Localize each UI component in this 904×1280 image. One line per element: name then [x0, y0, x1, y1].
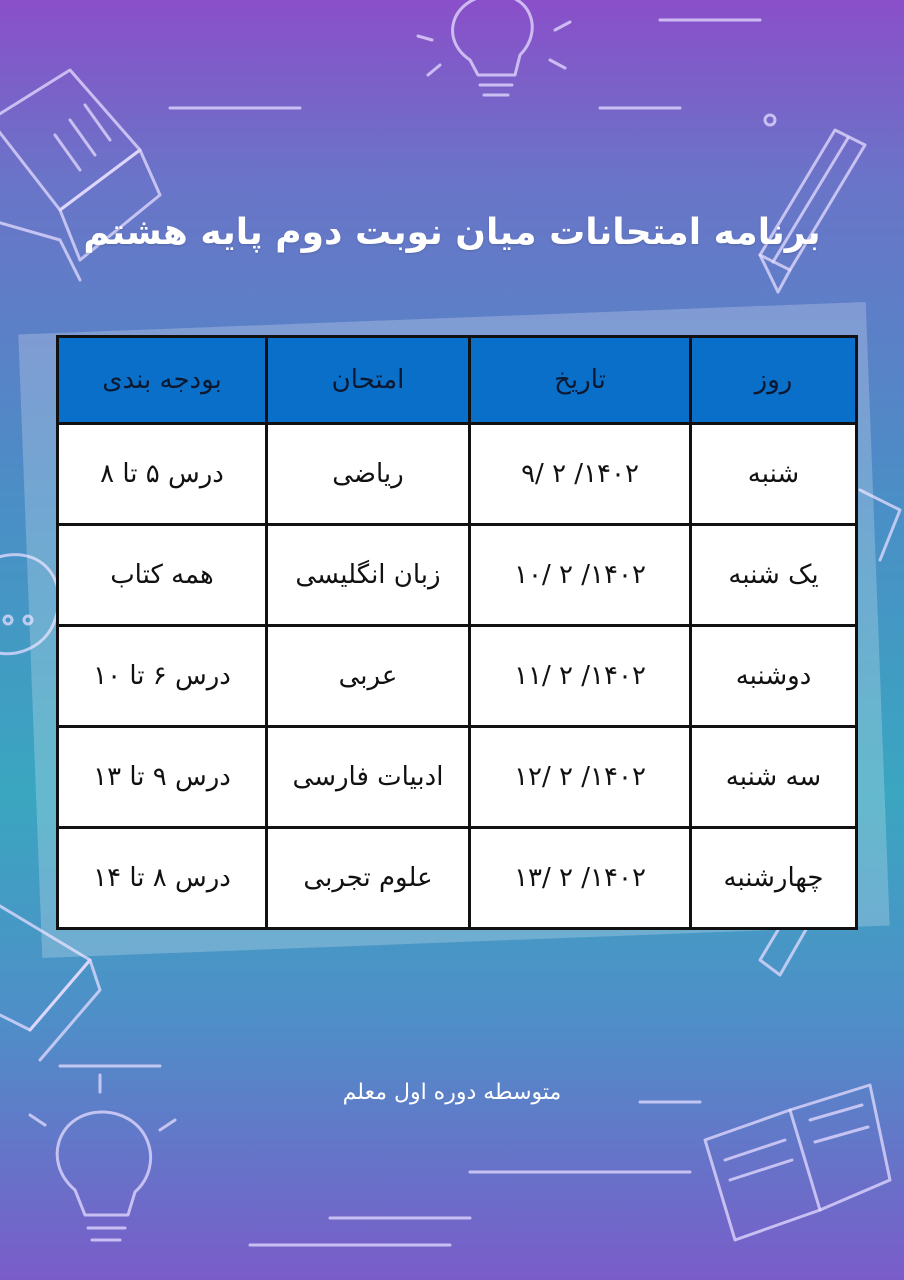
table-row [58, 424, 857, 525]
table-row [58, 727, 857, 828]
cell-exam: علوم تجربی [267, 828, 470, 929]
cell-exam: ریاضی [267, 424, 470, 525]
cell-day: شنبه [691, 424, 857, 525]
cell-budget: درس ۶ تا ۱۰ [58, 626, 267, 727]
cell-exam: زبان انگلیسی [267, 525, 470, 626]
page-title: برنامه امتحانات میان نوبت دوم پایه هشتم [83, 212, 821, 253]
cell-day: چهارشنبه [691, 828, 857, 929]
cell-budget: درس ۹ تا ۱۳ [58, 727, 267, 828]
header-day: روز [691, 337, 857, 424]
cell-day: سه شنبه [691, 727, 857, 828]
table-row [58, 828, 857, 929]
cell-date: ۱۴۰۲/ ۲ /۱۲ [470, 727, 691, 828]
cell-exam: عربی [267, 626, 470, 727]
table-header-row [58, 337, 857, 424]
cell-budget: درس ۵ تا ۸ [58, 424, 267, 525]
cell-day: یک شنبه [691, 525, 857, 626]
exam-schedule-table [56, 335, 858, 930]
table-row [58, 626, 857, 727]
pencil-icon [760, 130, 865, 292]
lightbulb-icon [418, 0, 570, 95]
cell-budget: همه کتاب [58, 525, 267, 626]
cell-day: دوشنبه [691, 626, 857, 727]
cell-exam: ادبیات فارسی [267, 727, 470, 828]
header-budget: بودجه بندی [58, 337, 267, 424]
cell-date: ۱۴۰۲/ ۲ /۱۳ [470, 828, 691, 929]
cell-budget: درس ۸ تا ۱۴ [58, 828, 267, 929]
open-book-icon [705, 1085, 890, 1240]
cell-date: ۱۴۰۲/ ۲ /۱۱ [470, 626, 691, 727]
footer-text: متوسطه دوره اول معلم [342, 1080, 562, 1105]
cell-date: ۱۴۰۲/ ۲ /۱۰ [470, 525, 691, 626]
cell-date: ۱۴۰۲/ ۲ /۹ [470, 424, 691, 525]
table-row [58, 525, 857, 626]
header-exam: امتحان [267, 337, 470, 424]
header-date: تاریخ [470, 337, 691, 424]
